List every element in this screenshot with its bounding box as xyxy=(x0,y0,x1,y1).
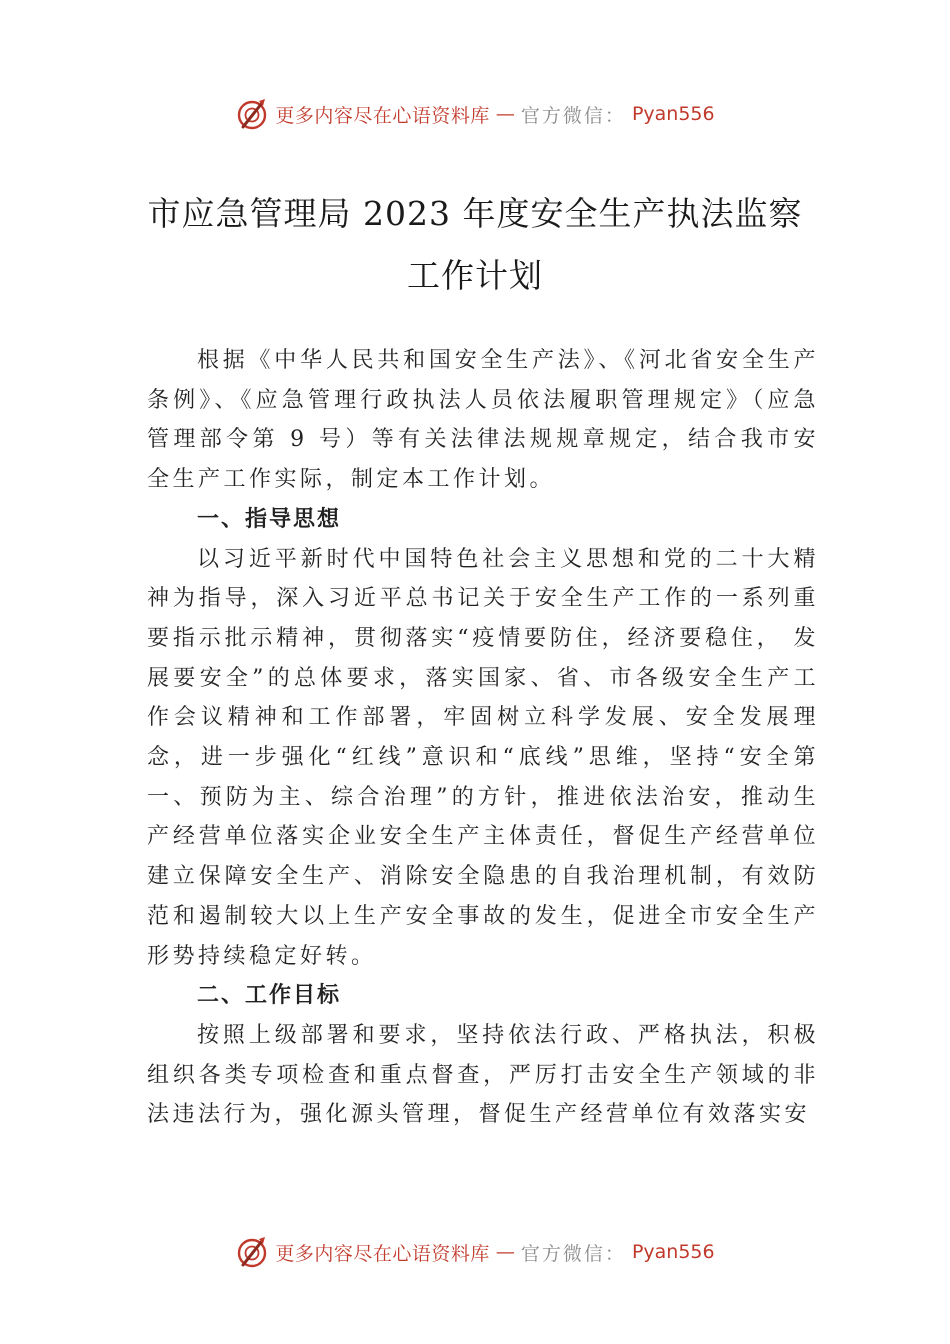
document-body xyxy=(147,341,819,1135)
watermark-wechat-id: Pyan556 xyxy=(631,103,715,125)
watermark-dash: — xyxy=(495,1241,515,1263)
watermark-dash: — xyxy=(495,103,515,125)
section-heading-work-goals: 二、工作目标 xyxy=(197,983,342,1009)
document-title-line1: 市应急管理局 2023 年度安全生产执法监察 xyxy=(147,194,803,233)
watermark-wechat-id: Pyan556 xyxy=(631,1241,715,1263)
brush-logo-icon xyxy=(235,1235,269,1269)
section-heading-guiding-ideology: 一、指导思想 xyxy=(197,506,342,532)
watermark-header xyxy=(0,96,950,132)
brush-logo-icon xyxy=(235,97,269,131)
watermark-footer xyxy=(0,1234,950,1270)
watermark-label: 官方微信： xyxy=(520,1242,626,1265)
section-guiding-ideology-body: 以习近平新时代中国特色社会主义思想和党的二十大精神为指导，深入习近平总书记关于安全生产工作的一系列重要指示批示精神，贯彻落实“疫情要防住，经济要稳住， 发展要安全”的总体要求，落实国家、省、市各级安全生产工作会议精神和工作部署，牢固树立科学发展、安全发展理念，进一步强化“红线”意识和“底线”思维，坚持“安全第一、预防为主、综合治理”的方针，推进依法治安，推动生产经营单位落实企业安全生产主体责任，督促生产经营单位建立保障安全生产、消除安全隐患的自我治理机制，有效防范和遏制较大以上生产安全事故的发生，促进全市安全生产形势持续稳定好转。 xyxy=(147,546,819,969)
watermark-label: 官方微信： xyxy=(520,104,626,127)
watermark-brand: 更多内容尽在心语资料库 xyxy=(275,104,490,127)
section-work-goals-body: 按照上级部署和要求，坚持依法行政、严格执法，积极组织各类专项检查和重点督查，严厉打击安全生产领域的非法违法行为，强化源头管理，督促生产经营单位有效落实安 xyxy=(147,1022,819,1128)
intro-paragraph: 根据《中华人民共和国安全生产法》、《河北省安全生产条例》、《应急管理行政执法人员依法履职管理规定》（应急管理部令第 9 号）等有关法律法规规章规定，结合我市安全生产工作实际，制定本工作计划。 xyxy=(147,348,819,493)
document-title-line2: 工作计划 xyxy=(407,256,543,295)
watermark-brand: 更多内容尽在心语资料库 xyxy=(275,1242,490,1265)
